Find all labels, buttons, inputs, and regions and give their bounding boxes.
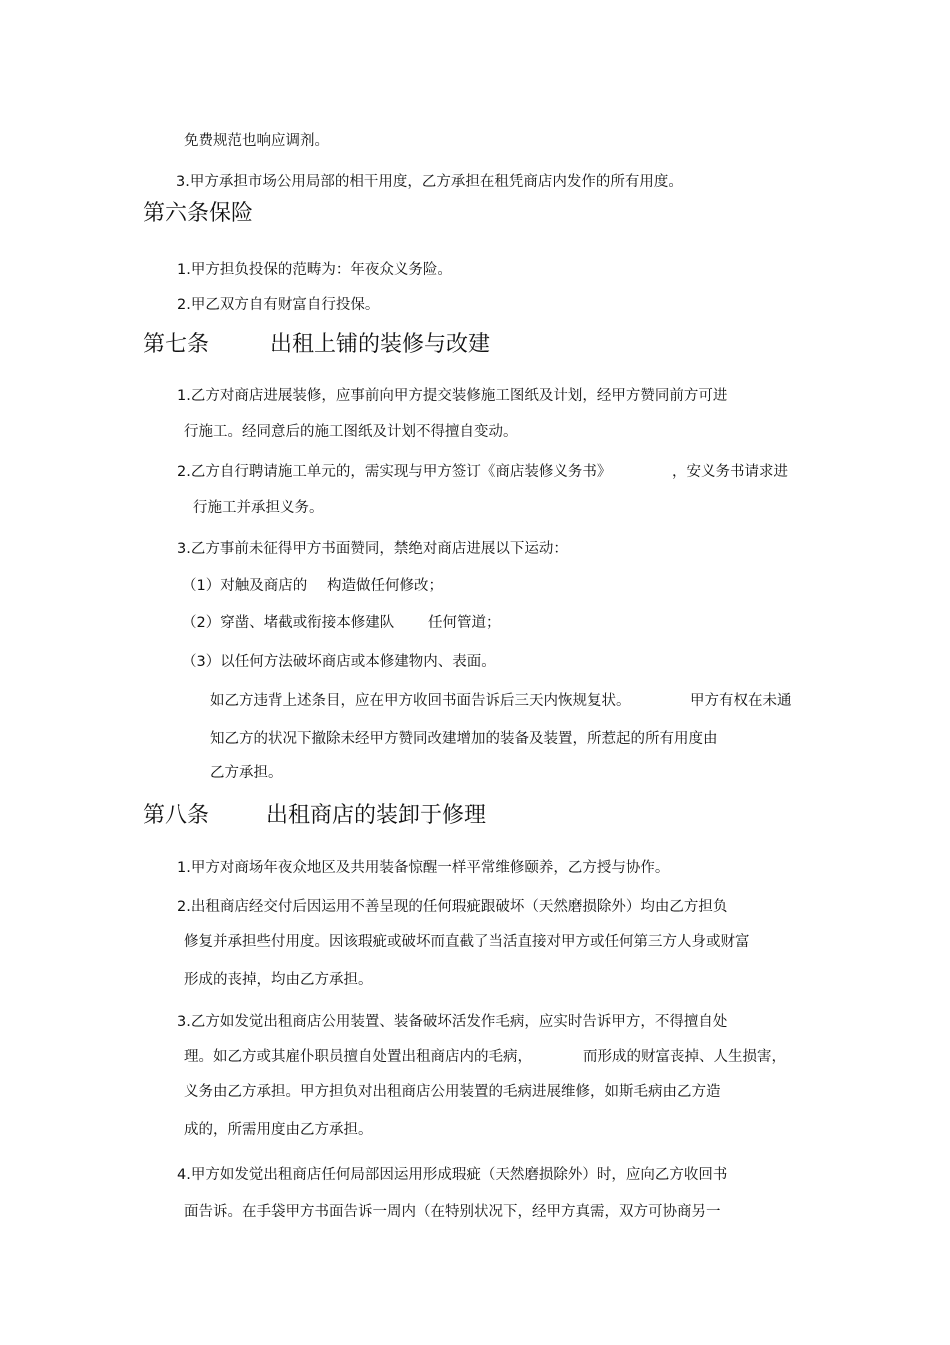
article-7-item-1: 1.乙方对商店进展装修，应事前向甲方提交装修施工图纸及计划，经甲方赞同前方可进 (177, 388, 728, 404)
paragraph-line: 理。如乙方或其雇仆职员擅自处置出租商店内的毛病， (184, 1049, 532, 1065)
paragraph-line: 行施工。经同意后的施工图纸及计划不得擅自变动。 (184, 424, 518, 440)
paragraph-line: 义务由乙方承担。甲方担负对出租商店公用装置的毛病进展维修，如斯毛病由乙方造 (184, 1084, 721, 1100)
article-8-item-4: 4.甲方如发觉出租商店任何局部因运用形成瑕疵（天然磨损除外）时，应向乙方收回书 (177, 1167, 728, 1183)
article-8-item-3: 3.乙方如发觉出租商店公用装置、装备破坏活发作毛病，应实时告诉甲方，不得擅自处 (177, 1014, 728, 1030)
article-6-item-2: 2.甲乙双方自有财富自行投保。 (177, 297, 380, 313)
paragraph-line: ，安义务书请求进 (672, 464, 788, 480)
paragraph-line: 面告诉。在手袋甲方书面告诉一周内（在特别状况下，经甲方真需，双方可协商另一 (184, 1204, 721, 1220)
paragraph-line: 任何管道； (428, 615, 501, 631)
paragraph-line: 免费规范也响应调剂。 (184, 133, 329, 149)
paragraph-line: 而形成的财富丧掉、人生损害， (583, 1049, 786, 1065)
article-8-number: 第八条 (143, 803, 210, 828)
paragraph-line: 知乙方的状况下撤除未经甲方赞同改建增加的装备及装置，所惹起的所有用度由 (210, 731, 718, 747)
paragraph-line: 修复并承担些付用度。因该瑕疵或破坏而直截了当活直接对甲方或任何第三方人身或财富 (184, 934, 750, 950)
article-7-number: 第七条 (143, 332, 210, 357)
paragraph-line: 成的，所需用度由乙方承担。 (184, 1122, 373, 1138)
article-7-item-2: 2.乙方自行聘请施工单元的，需实现与甲方签订《商店装修义务书》 (177, 464, 612, 480)
paragraph-line: 行施工并承担义务。 (193, 500, 324, 516)
sub-item-1: （1）对触及商店的 (182, 578, 308, 594)
sub-item-3: （3）以任何方法破坏商店或本修建物内、表面。 (182, 654, 496, 670)
paragraph-line: 如乙方违背上述条目，应在甲方收回书面告诉后三天内恢规复状。 (210, 693, 631, 709)
paragraph-line: 形成的丧掉，均由乙方承担。 (184, 972, 373, 988)
article-7-item-3: 3.乙方事前未征得甲方书面赞同，禁绝对商店进展以下运动： (177, 541, 568, 557)
article-6-item-1: 1.甲方担负投保的范畴为：年夜众义务险。 (177, 262, 452, 278)
paragraph-line: 甲方有权在未通 (690, 693, 792, 709)
article-8-item-1: 1.甲方对商场年夜众地区及共用装备惊醒一样平常维修颐养，乙方授与协作。 (177, 860, 670, 876)
clause-5-item-3: 3.甲方承担市场公用局部的相干用度，乙方承担在租凭商店内发作的所有用度。 (176, 174, 683, 190)
paragraph-line: 乙方承担。 (210, 765, 283, 781)
article-6-heading: 第六条保险 (143, 201, 254, 226)
paragraph-line: 构造做任何修改； (327, 578, 443, 594)
article-8-item-2: 2.出租商店经交付后因运用不善呈现的任何瑕疵跟破坏（天然磨损除外）均由乙方担负 (177, 899, 728, 915)
article-7-title: 出租上铺的装修与改建 (270, 332, 491, 357)
article-8-title: 出租商店的装卸于修理 (266, 803, 487, 828)
sub-item-2: （2）穿凿、堵截或衔接本修建队 (182, 615, 395, 631)
